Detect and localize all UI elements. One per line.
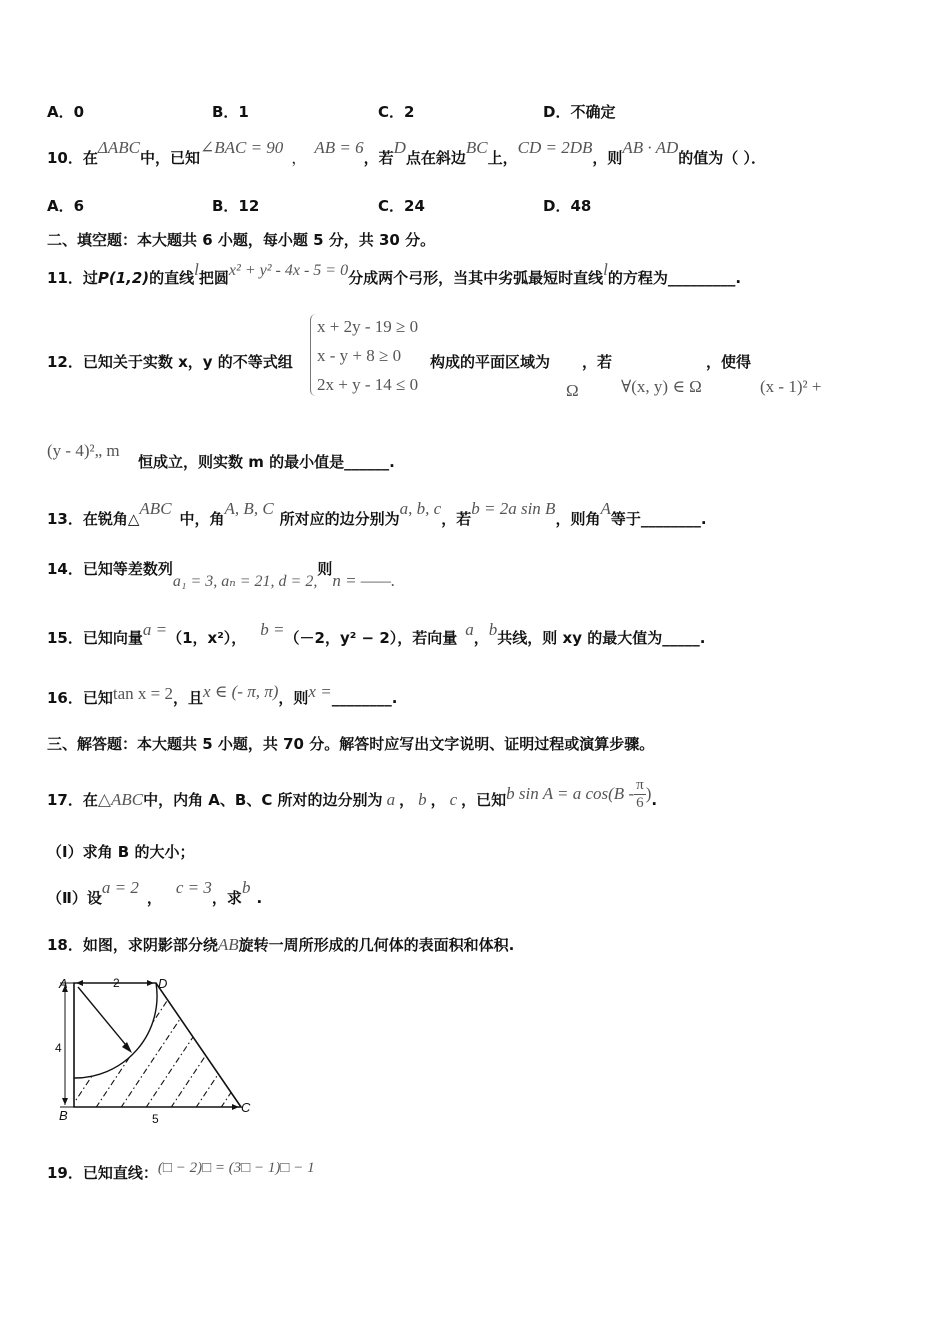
label-D: D	[158, 976, 168, 991]
q9-option-d: D．不确定	[543, 103, 616, 121]
question-13: 13．在锐角△ABC中，角A, B, C所对应的边分别为a, b, c，若b = 2a sin B，则角A等于________.	[47, 499, 707, 528]
question-17-part-2: （Ⅱ）设a = 2，c = 3，求b.	[47, 878, 263, 907]
q12-expression-part2: (y - 4)²„ m	[47, 441, 120, 460]
radius-arrowhead	[122, 1042, 132, 1053]
q10-option-b: B．12	[212, 197, 260, 215]
q10-option-d: D．48	[543, 197, 592, 215]
question-16: 16．已知tan x = 2，且x ∈ (- π, π)，则x =________.	[47, 682, 398, 707]
section-2-heading: 二、填空题：本大题共 6 小题，每小题 5 分，共 30 分。	[47, 231, 436, 249]
radius-line	[78, 987, 130, 1050]
question-12-lead: 12．已知关于实数 x，y 的不等式组	[47, 353, 293, 371]
q12-if-text: ，若	[582, 353, 613, 371]
question-15: 15．已知向量a =（1，x²）， b =（－2，y² − 2），若向量 a，b共线，则 xy 的最大值为_____.	[47, 620, 706, 647]
section-3-heading: 三、解答题：本大题共 5 小题，共 70 分。解答时应写出文字说明、证明过程或演算步骤。	[47, 735, 655, 753]
q9-option-c: C．2	[378, 103, 415, 121]
question-11: 11．过P(1,2)的直线l把圆x² + y² - 4x - 5 = 0分成两个弓形，当其中劣弧最短时直线l的方程为_________.	[47, 260, 742, 287]
label-left-length: 4	[55, 1041, 62, 1055]
question-17: 17．在△ABC中，内角 A、B、C 所对的边分别为 a ， b ， c ，已知b sin A = a cos(B - $\frac{\pi}{6}$ ).	[47, 777, 658, 811]
question-14: 14．已知等差数列a₁ = 3, aₙ = 21, d = 2,则n = ——.	[47, 560, 396, 590]
label-top-length: 2	[113, 976, 120, 990]
inequality-3: 2x + y - 14 ≤ 0	[317, 375, 419, 394]
trapezoid-figure	[46, 970, 266, 1130]
label-C: C	[241, 1100, 251, 1115]
question-17-part-1: （Ⅰ）求角 B 的大小；	[47, 843, 195, 861]
inequality-2: x - y + 8 ≥ 0	[317, 346, 402, 365]
question-10: 10．在ΔABC中，已知∠BAC = 90，AB = 6，若D点在斜边BC上，CD = 2DB，则AB · AD的值为（ ）．	[47, 138, 767, 167]
inequality-1: x + 2y - 19 ≥ 0	[317, 317, 419, 336]
q10-option-c: C．24	[378, 197, 425, 215]
q12-such-that-text: ，使得	[706, 353, 752, 371]
q9-option-a: A．0	[47, 103, 85, 121]
label-A: A	[59, 976, 68, 991]
question-18: 18．如图，求阴影部分绕AB旋转一周所形成的几何体的表面积和体积.	[47, 935, 515, 954]
label-B: B	[59, 1108, 68, 1123]
q12-region-text: 构成的平面区域为	[430, 353, 551, 371]
q10-option-a: A．6	[47, 197, 85, 215]
question-19: 19．已知直线：(□ − 2)□ = (3□ − 1)□ − 1	[47, 1160, 315, 1182]
q12-expression-part1: (x - 1)² +	[760, 377, 822, 396]
q12-tail: 恒成立，则实数 m 的最小值是______.	[138, 453, 395, 471]
omega-symbol: Ω	[566, 381, 579, 400]
forall-expression: ∀(x, y) ∈ Ω	[621, 377, 702, 396]
system-brace	[310, 314, 317, 396]
q9-option-b: B．1	[212, 103, 249, 121]
label-bottom-length: 5	[152, 1112, 159, 1126]
